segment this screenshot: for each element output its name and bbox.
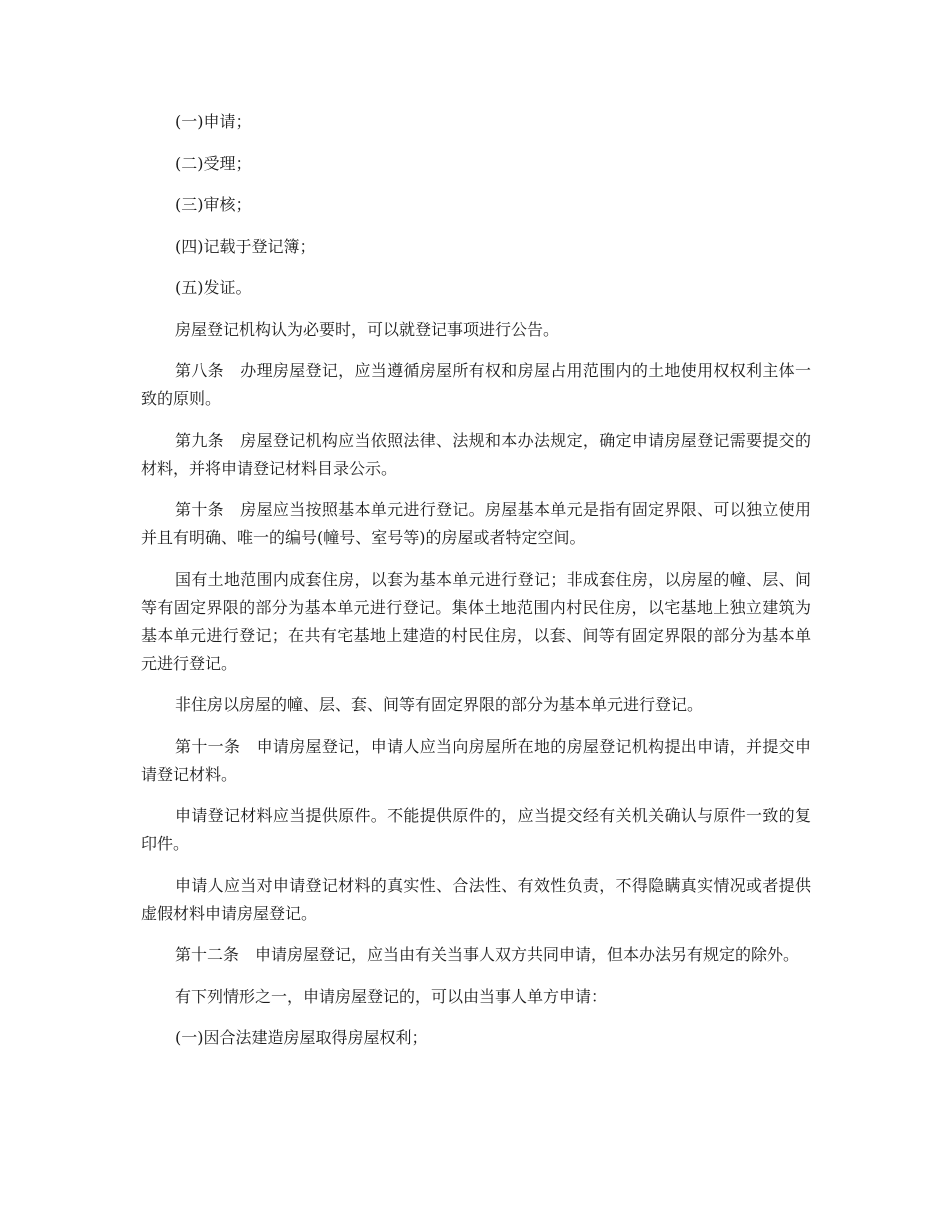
paragraph: 国有土地范围内成套住房，以套为基本单元进行登记；非成套住房，以房屋的幢、层、间等有固定界限的部分为基本单元进行登记。集体土地范围内村民住房，以宅基地上独立建筑为基本单元进行登记；在共有宅基地上建造的村民住房，以套、间等有固定界限的部分为基本单元进行登记。 (141, 569, 811, 673)
paragraph: (一)因合法建造房屋取得房屋权利； (175, 1028, 428, 1047)
paragraph: 非住房以房屋的幢、层、套、间等有固定界限的部分为基本单元进行登记。 (175, 695, 704, 714)
paragraph: (二)受理； (175, 153, 252, 173)
paragraph: (三)审核； (175, 195, 252, 214)
paragraph: 有下列情形之一，申请房屋登记的，可以由当事人单方申请： (175, 986, 608, 1006)
paragraph: 房屋登记机构认为必要时，可以就登记事项进行公告。 (175, 319, 560, 339)
document-body (141, 108, 811, 1066)
paragraph: (四)记载于登记簿； (175, 236, 316, 256)
paragraph: 第八条 办理房屋登记，应当遵循房屋所有权和房屋占用范围内的土地使用权权利主体一致的原则。 (141, 361, 811, 408)
paragraph: 第十条 房屋应当按照基本单元进行登记。房屋基本单元是指有固定界限、可以独立使用并且有明确、唯一的编号(幢号、室号等)的房屋或者特定空间。 (141, 500, 811, 547)
paragraph: 申请人应当对申请登记材料的真实性、合法性、有效性负责，不得隐瞒真实情况或者提供虚假材料申请房屋登记。 (141, 875, 811, 923)
paragraph: 第九条 房屋登记机构应当依照法律、法规和本办法规定，确定申请房屋登记需要提交的材料，并将申请登记材料目录公示。 (141, 430, 811, 478)
paragraph: 第十二条 申请房屋登记，应当由有关当事人双方共同申请，但本办法另有规定的除外。 (175, 945, 800, 964)
paragraph: 第十一条 申请房屋登记，申请人应当向房屋所在地的房屋登记机构提出申请，并提交申请登记材料。 (141, 736, 811, 784)
paragraph: (一)申请； (175, 112, 252, 131)
paragraph: 申请登记材料应当提供原件。不能提供原件的，应当提交经有关机关确认与原件一致的复印件。 (141, 806, 811, 853)
paragraph: (五)发证。 (175, 278, 252, 297)
